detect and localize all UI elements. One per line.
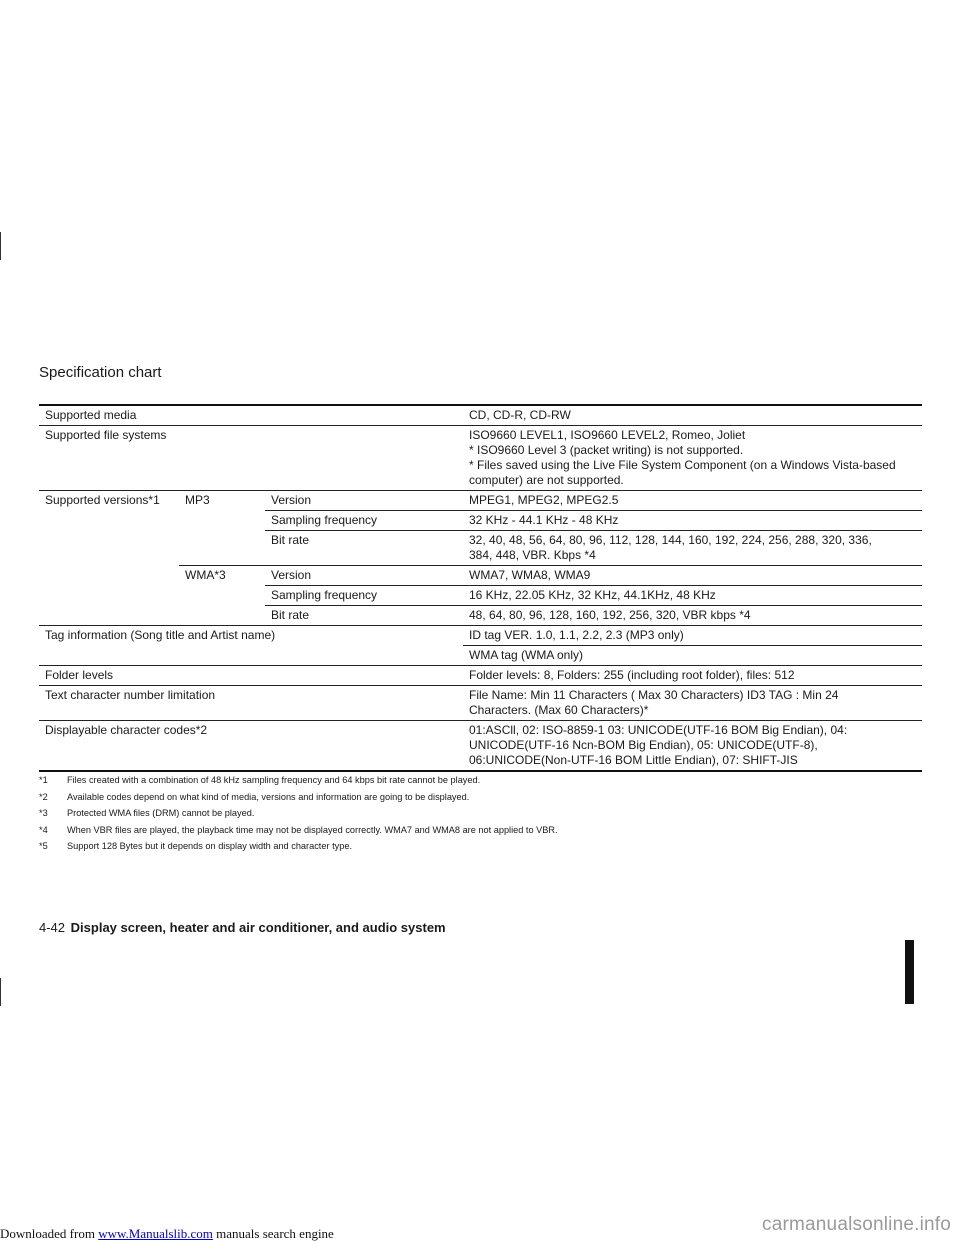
page-number: 4-42	[39, 920, 66, 935]
row-value	[463, 686, 922, 721]
value-line: UNICODE(UTF-16 Ncn-BOM Big Endian), 05: UNICODE(UTF-8),	[469, 738, 818, 752]
format-label: MP3	[179, 491, 265, 566]
row-value: WMA tag (WMA only)	[463, 646, 922, 666]
value-line: computer) are not supported.	[469, 473, 624, 487]
section-tab-marker	[905, 940, 914, 1004]
row-value	[463, 721, 922, 772]
format-label: WMA*3	[179, 566, 265, 626]
value-line: 32, 40, 48, 56, 64, 80, 96, 112, 128, 144, 160, 192, 224, 256, 288, 320, 336,	[469, 533, 872, 547]
download-suffix: manuals search engine	[212, 1226, 334, 1241]
table-row	[39, 491, 922, 511]
row-value	[463, 426, 922, 491]
section-title: Display screen, heater and air conditioner, and audio system	[70, 920, 446, 935]
value-line: 01:ASCll, 02: ISO-8859-1 03: UNICODE(UTF-16 BOM Big Endian), 04:	[469, 723, 848, 737]
crop-mark-bottom	[0, 978, 1, 1006]
param-label: Sampling frequency	[265, 586, 463, 606]
footnote	[39, 772, 929, 789]
value-line: 06:UNICODE(Non-UTF-16 BOM Little Endian), 07: SHIFT-JIS	[469, 753, 798, 767]
row-value: Folder levels: 8, Folders: 255 (including root folder), files: 512	[463, 666, 922, 686]
row-label: Tag information (Song title and Artist name)	[39, 626, 463, 666]
manualslib-link[interactable]: www.Manualslib.com	[98, 1226, 213, 1241]
param-label: Bit rate	[265, 531, 463, 566]
row-value: WMA7, WMA8, WMA9	[463, 566, 922, 586]
table-row	[39, 666, 922, 686]
value-line: Characters. (Max 60 Characters)*	[469, 703, 649, 717]
footnote-text: Support 128 Bytes but it depends on display width and character type.	[67, 841, 352, 852]
footnote-mark: *3	[39, 808, 48, 819]
param-label: Sampling frequency	[265, 511, 463, 531]
row-value: MPEG1, MPEG2, MPEG2.5	[463, 491, 922, 511]
row-value: 48, 64, 80, 96, 128, 160, 192, 256, 320, VBR kbps *4	[463, 606, 922, 626]
row-label: Supported versions*1	[39, 491, 179, 626]
row-label: Displayable character codes*2	[39, 721, 463, 772]
footnote-text: Files created with a combination of 48 kHz sampling frequency and 64 kbps bit rate cannot be played.	[67, 775, 481, 786]
footnote	[39, 838, 929, 855]
table-row	[39, 721, 922, 772]
watermark: carmanualsonline.info	[762, 1214, 952, 1235]
footnote-mark: *5	[39, 841, 48, 852]
row-label: Supported file systems	[39, 426, 463, 491]
value-line: 384, 448, VBR. Kbps *4	[469, 548, 596, 562]
row-value: 16 KHz, 22.05 KHz, 32 KHz, 44.1KHz, 48 KHz	[463, 586, 922, 606]
row-value	[463, 531, 922, 566]
value-line: * ISO9660 Level 3 (packet writing) is not supported.	[469, 443, 744, 457]
param-label: Version	[265, 491, 463, 511]
row-value: ID tag VER. 1.0, 1.1, 2.2, 2.3 (MP3 only)	[463, 626, 922, 646]
row-value: 32 KHz - 44.1 KHz - 48 KHz	[463, 511, 922, 531]
footnote	[39, 805, 929, 822]
row-label: Folder levels	[39, 666, 463, 686]
param-label: Bit rate	[265, 606, 463, 626]
row-label: Supported media	[39, 405, 463, 426]
spec-table	[39, 404, 922, 772]
table-row	[39, 686, 922, 721]
row-label: Text character number limitation	[39, 686, 463, 721]
value-line: File Name: Min 11 Characters ( Max 30 Characters) ID3 TAG : Min 24	[469, 688, 839, 702]
crop-mark-top	[0, 232, 1, 260]
table-row	[39, 405, 922, 426]
table-row	[39, 426, 922, 491]
row-value: CD, CD-R, CD-RW	[463, 405, 922, 426]
footnote-mark: *4	[39, 824, 48, 835]
footnote-text: When VBR files are played, the playback time may not be displayed correctly. WMA7 and WMA8 are not applied to VBR.	[67, 824, 558, 835]
download-banner	[0, 1226, 334, 1242]
download-prefix: Downloaded from	[0, 1226, 99, 1241]
footnote-mark: *2	[39, 791, 48, 802]
footnote-mark: *1	[39, 775, 48, 786]
footnote-text: Available codes depend on what kind of media, versions and information are going to be displayed.	[67, 791, 470, 802]
footnotes	[39, 772, 929, 855]
footnote	[39, 789, 929, 806]
value-line: ISO9660 LEVEL1, ISO9660 LEVEL2, Romeo, Joliet	[469, 428, 746, 442]
value-line: * Files saved using the Live File System Component (on a Windows Vista-based	[469, 458, 896, 472]
footnote-text: Protected WMA files (DRM) cannot be played.	[67, 808, 255, 819]
page-footer	[39, 920, 446, 935]
table-row	[39, 626, 922, 646]
param-label: Version	[265, 566, 463, 586]
footnote	[39, 822, 929, 839]
page-title: Specification chart	[39, 364, 162, 381]
